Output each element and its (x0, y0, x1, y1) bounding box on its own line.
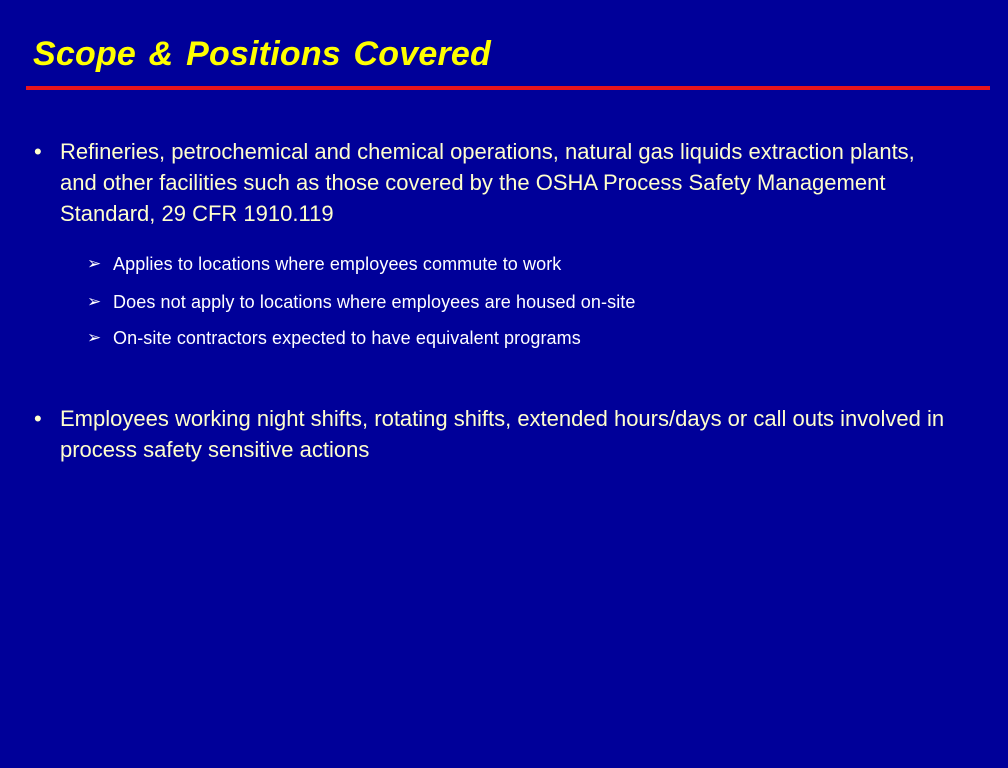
bullet-marker: • (34, 406, 42, 431)
arrow-bullet-icon: ➢ (87, 254, 102, 273)
slide-title: Scope & Positions Covered (33, 35, 491, 73)
arrow-bullet-icon: ➢ (87, 292, 102, 311)
sub-bullet-item (87, 327, 967, 349)
sub-bullet-item (87, 291, 967, 313)
bullet-text: Employees working night shifts, rotating shifts, extended hours/days or call outs involved in process safety sensitive actions (60, 406, 945, 462)
bullet-text: Refineries, petrochemical and chemical operations, natural gas liquids extraction plants, and other facilities such as those covered by the OSHA Process Safety Management Standard, 29 CFR 1910.119 (60, 139, 915, 226)
arrow-bullet-icon: ➢ (87, 328, 102, 347)
bullet-item (34, 403, 954, 465)
sub-bullet-text: Applies to locations where employees commute to work (113, 254, 562, 274)
sub-bullet-text: Does not apply to locations where employees are housed on-site (113, 292, 636, 312)
sub-bullet-text: On-site contractors expected to have equivalent programs (113, 328, 581, 348)
bullet-marker: • (34, 139, 42, 164)
sub-bullet-item (87, 253, 967, 275)
title-underline (26, 86, 990, 90)
bullet-item (34, 136, 954, 229)
